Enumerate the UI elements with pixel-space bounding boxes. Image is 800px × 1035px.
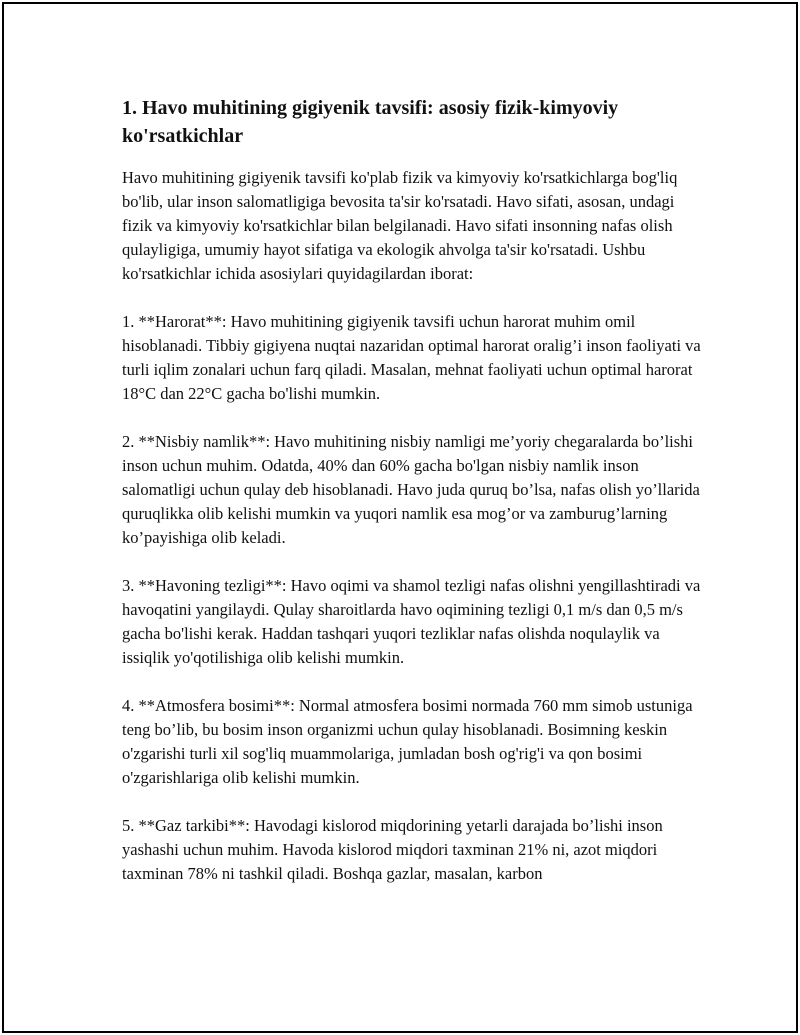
item-air-speed: 3. **Havoning tezligi**: Havo oqimi va shamol tezligi nafas olishni yengillashtiradi va havoqatini yangilaydi. Qulay sharoitlarda havo oqimining tezligi 0,1 m/s dan 0,5 m/s gacha bo'lishi kerak. Haddan tashqari yuqori tezliklar nafas olishda noqulaylik va issiqlik yo'qotilishiga olib kelishi mumkin. bbox=[122, 576, 701, 667]
item-gas-composition: 5. **Gaz tarkibi**: Havodagi kislorod miqdorining yetarli darajada bo’lishi inson yashashi uchun muhim. Havoda kislorod miqdori taxminan 21% ni, azot miqdori taxminan 78% ni tashkil qiladi. Boshqa gazlar, masalan, karbon bbox=[122, 816, 663, 883]
item-atmospheric-pressure: 4. **Atmosfera bosimi**: Normal atmosfera bosimi normada 760 mm simob ustuniga teng bo’lib, bu bosim inson organizmi uchun qulay hisoblanadi. Bosimning keskin o'zgarishi turli xil sog'liq muammolariga, jumladan bosh og'rig'i va qon bosimi o'zgarishlariga olib kelishi mumkin. bbox=[122, 696, 693, 787]
document-title: 1. Havo muhitining gigiyenik tavsifi: asosiy fizik-kimyoviy ko'rsatkichlar bbox=[122, 97, 619, 147]
intro-paragraph: Havo muhitining gigiyenik tavsifi ko'plab fizik va kimyoviy ko'rsatkichlarga bog'liq bo'lib, ular inson salomatligiga bevosita ta'sir ko'rsatadi. Havo sifati, asosan, undagi fizik va kimyoviy ko'rsatkichlar bilan belgilanadi. Havo sifati insonning nafas olish qulayligiga, umumiy hayot sifatiga va ekologik ahvolga ta'sir ko'rsatadi. Ushbu ko'rsatkichlar ichida asosiylari quyidagilardan iborat: bbox=[122, 168, 678, 283]
document-body bbox=[122, 94, 704, 910]
item-temperature: 1. **Harorat**: Havo muhitining gigiyenik tavsifi uchun harorat muhim omil hisoblanadi. Tibbiy gigiyena nuqtai nazaridan optimal harorat oralig’i inson faoliyati va turli iqlim zonalari uchun farq qiladi. Masalan, mehnat faoliyati uchun optimal harorat 18°C dan 22°C gacha bo'lishi mumkin. bbox=[122, 312, 701, 403]
page-frame bbox=[2, 2, 798, 1033]
item-humidity: 2. **Nisbiy namlik**: Havo muhitining nisbiy namligi me’yoriy chegaralarda bo’lishi inson uchun muhim. Odatda, 40% dan 60% gacha bo'lgan nisbiy namlik inson salomatligi uchun qulay deb hisoblanadi. Havo juda quruq bo’lsa, nafas olish yo’llarida quruqlikka olib kelishi mumkin va yuqori namlik esa mog’or va zamburug’larning ko’payishiga olib keladi. bbox=[122, 432, 700, 547]
